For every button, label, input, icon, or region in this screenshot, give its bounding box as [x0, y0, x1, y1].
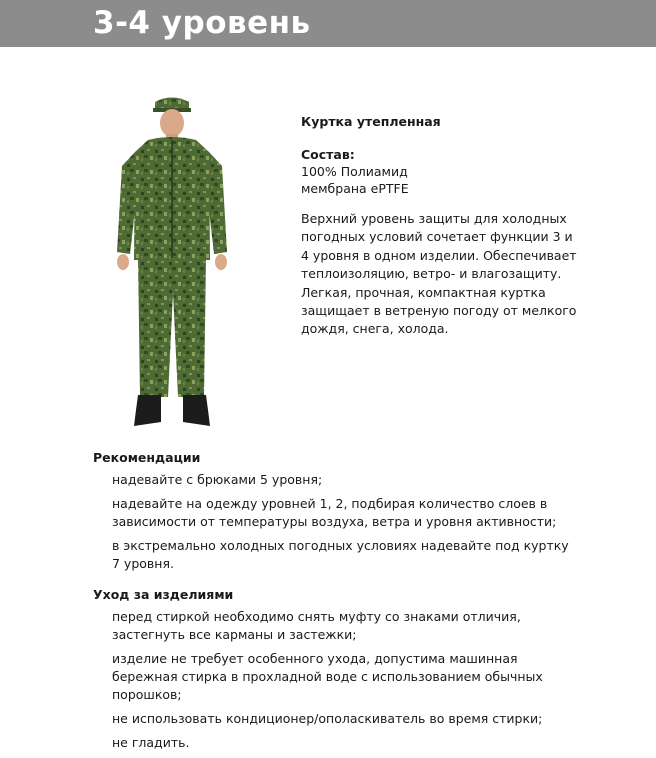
care-heading: Уход за изделиями	[93, 587, 234, 602]
recommendation-item: надевайте на одежду уровней 1, 2, подбирая количество слоев в зависимости от температуры воздуха, ветра и уровня активности;	[112, 496, 557, 529]
composition-block	[301, 146, 409, 197]
care-item: не использовать кондиционер/ополаскиватель во время стирки;	[112, 711, 543, 726]
recommendation-item: в экстремально холодных погодных условиях надевайте под куртку 7 уровня.	[112, 538, 569, 571]
care-item: изделие не требует особенного ухода, допустима машинная бережная стирка в прохладной воде с использованием обычных порошков;	[112, 651, 543, 702]
composition-label: Состав:	[301, 147, 355, 162]
product-description: Верхний уровень защиты для холодных погодных условий сочетает функции 3 и 4 уровня в одном изделии. Обеспечивает теплоизоляцию, ветро- и влагозащиту. Легкая, прочная, компактная куртка защищает в ветреную погоду от мелкого дождя, снега, холода.	[301, 211, 577, 337]
header-bar	[0, 0, 656, 47]
care-item: не гладить.	[112, 735, 190, 750]
composition-line: 100% Полиамид	[301, 164, 408, 179]
soldier-in-camouflage-jacket-image	[112, 92, 232, 434]
recommendations-heading: Рекомендации	[93, 450, 201, 465]
recommendations-list	[112, 471, 572, 579]
page-title: 3-4 уровень	[93, 5, 311, 41]
care-list	[112, 608, 572, 758]
care-item: перед стиркой необходимо снять муфту со знаками отличия, застегнуть все карманы и застежки;	[112, 609, 521, 642]
product-title: Куртка утепленная	[301, 114, 441, 129]
recommendation-item: надевайте с брюками 5 уровня;	[112, 472, 323, 487]
composition-line: мембрана ePTFE	[301, 181, 409, 196]
